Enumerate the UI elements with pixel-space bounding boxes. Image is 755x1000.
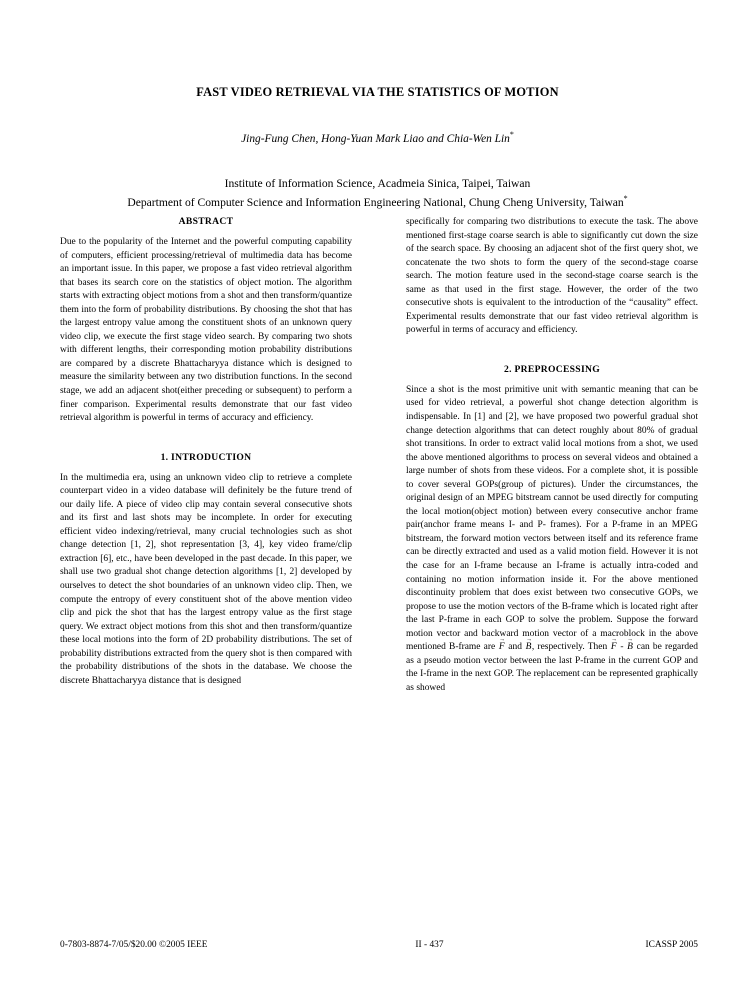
affiliation-block bbox=[0, 175, 755, 212]
vector-b-symbol: B → bbox=[525, 641, 532, 655]
text-respectively: , respectively. Then bbox=[531, 642, 611, 653]
affiliation-footnote-marker: * bbox=[623, 193, 628, 203]
affiliation-line-2-text: Department of Computer Science and Information Engineering National, Chung Cheng University, Taiwan bbox=[127, 195, 624, 209]
minus-operator: - bbox=[617, 642, 627, 653]
author-footnote-marker: * bbox=[509, 130, 514, 140]
preprocessing-heading: 2. PREPROCESSING bbox=[504, 363, 600, 375]
page-footer bbox=[60, 940, 698, 950]
abstract-heading: ABSTRACT bbox=[178, 216, 234, 227]
author-list bbox=[0, 130, 755, 147]
paper-header bbox=[0, 0, 755, 212]
preprocessing-text-part-1: Since a shot is the most primitive unit with semantic meaning that can be used for video retrieval, a powerful shot change detection algorithm is indispensable. In [1] and [2], we have proposed two powerful gradual shot change detection algorithms that can detect roughly about 80% of gradual shot transitions. In order to extract valid local motions from a shot, we used the above mentioned algorithms to process on several videos and obtained a large number of shots from these videos. For a complete shot, it is possible to cover several GOPs(group of pictures). Under the circumstances, the original design of an MPEG bitstream cannot be used directly for computing the local motion(object motion) between every consecutive anchor frame pair(anchor frame means I- and P- frames). For a P-frame in an MPEG bitstream, the forward motion vectors between itself and its reference frame can be directly extracted and used as a valid motion field. However it is not the case for an I-frame because an I-frame is actually intra-coded and containing no motion information inside it. For the above mentioned discontinuity problem that does exist between two consecutive GOPs, we propose to use the motion vectors of the B-frame which is located right after the last P-frame in each GOP to solve the problem. Suppose the forward motion vector and backward motion vector of a macroblock in the above mentioned B-frame are bbox=[406, 384, 698, 653]
copyright-notice: 0-7803-8874-7/05/$20.00 ©2005 IEEE bbox=[60, 940, 208, 950]
vector-b-symbol-2: B → bbox=[627, 641, 634, 655]
abstract-paragraph: Due to the popularity of the Internet and the powerful computing capability of computers, efficient processing/retrieval of multimedia data has become an important issue. In this paper, we propose a fast video retrieval algorithm that bases its search core on the statistics of object motion. The algorithm starts with extracting object motions from a shot and then transform/quantize them into the form of probability distributions. By choosing the shot that has the largest entropy value among the constituent shots of an unknown query video clip, we execute the first stage video search. By comparing two shots with different lengths, their corresponding motion probability distributions are compared by a discrete Bhattacharyya distance which is designed to measure the similarity between any two distribution functions. In the second stage, we add an adjacent shot(either preceding or subsequent) to perform a finer comparison. Experimental results demonstrate that our fast video retrieval algorithm is powerful in terms of accuracy and efficiency. bbox=[60, 237, 352, 424]
abstract-continuation-paragraph: specifically for comparing two distributions to execute the task. The above mentioned first-stage coarse search is able to significantly cut down the size of the search space. By choosing an adjacent shot of the first query shot, we concatenate the two shots to form the query of the second-stage coarse search. The motion feature used in the second-stage coarse search is the same as that used in the first stage. However, the order of the two consecutive shots is equivalent to the introduction of the “causality” effect. Experimental results demonstrate that our fast video retrieval algorithm is powerful in terms of accuracy and efficiency. bbox=[406, 217, 698, 336]
conference-label: ICASSP 2005 bbox=[645, 940, 698, 950]
two-column-body bbox=[60, 216, 698, 696]
introduction-heading: 1. INTRODUCTION bbox=[160, 451, 252, 463]
page-number: II - 437 bbox=[415, 940, 444, 950]
page-title: FAST VIDEO RETRIEVAL VIA THE STATISTICS OF MOTION bbox=[196, 85, 559, 99]
preprocessing-text-part-2: can be regarded as a pseudo motion vector between the last P-frame in the current GOP and the I-frame in the next GOP. The replacement can be represented graphically as showed bbox=[406, 642, 699, 693]
preprocessing-paragraph bbox=[406, 384, 698, 696]
right-column bbox=[406, 216, 698, 696]
vector-f-symbol-2: F → bbox=[610, 641, 617, 655]
affiliation-line-2 bbox=[0, 193, 755, 212]
left-column bbox=[60, 216, 352, 696]
affiliation-line-1: Institute of Information Science, Acadmeia Sinica, Taipei, Taiwan bbox=[224, 176, 531, 190]
author-names: Jing-Fung Chen, Hong-Yuan Mark Liao and Chia-Wen Lin bbox=[241, 132, 510, 145]
conjunction-and: and bbox=[505, 642, 526, 653]
vector-f-symbol: F → bbox=[498, 641, 505, 655]
introduction-paragraph: In the multimedia era, using an unknown video clip to retrieve a complete counterpart video in a video database will definitely be the future trend of our daily life. A piece of video clip may contain several consecutive shots and its first and last shots may be incomplete. In order for executing efficient video indexing/retrieval, many crucial technologies such as shot change detection [1, 2], shot representation [3, 4], key video frame/clip extraction [6], etc., have been developed in the past decade. In this paper, we shall use two gradual shot change detection algorithms [1, 2] developed by ourselves to detect the shot boundaries of an unknown video clip. Then, we compute the entropy of every constituent shot of the above mention video clip and pick the shot that has the largest entropy value as the first stage query. We extract object motions from this shot and then transform/quantize these local motions into the form of 2D probability distributions. The set of probability distributions extracted from the query shot is then compared with the probability distributions of the shots in the database. We choose the discrete Bhattacharyya distance that is designed bbox=[60, 472, 352, 686]
